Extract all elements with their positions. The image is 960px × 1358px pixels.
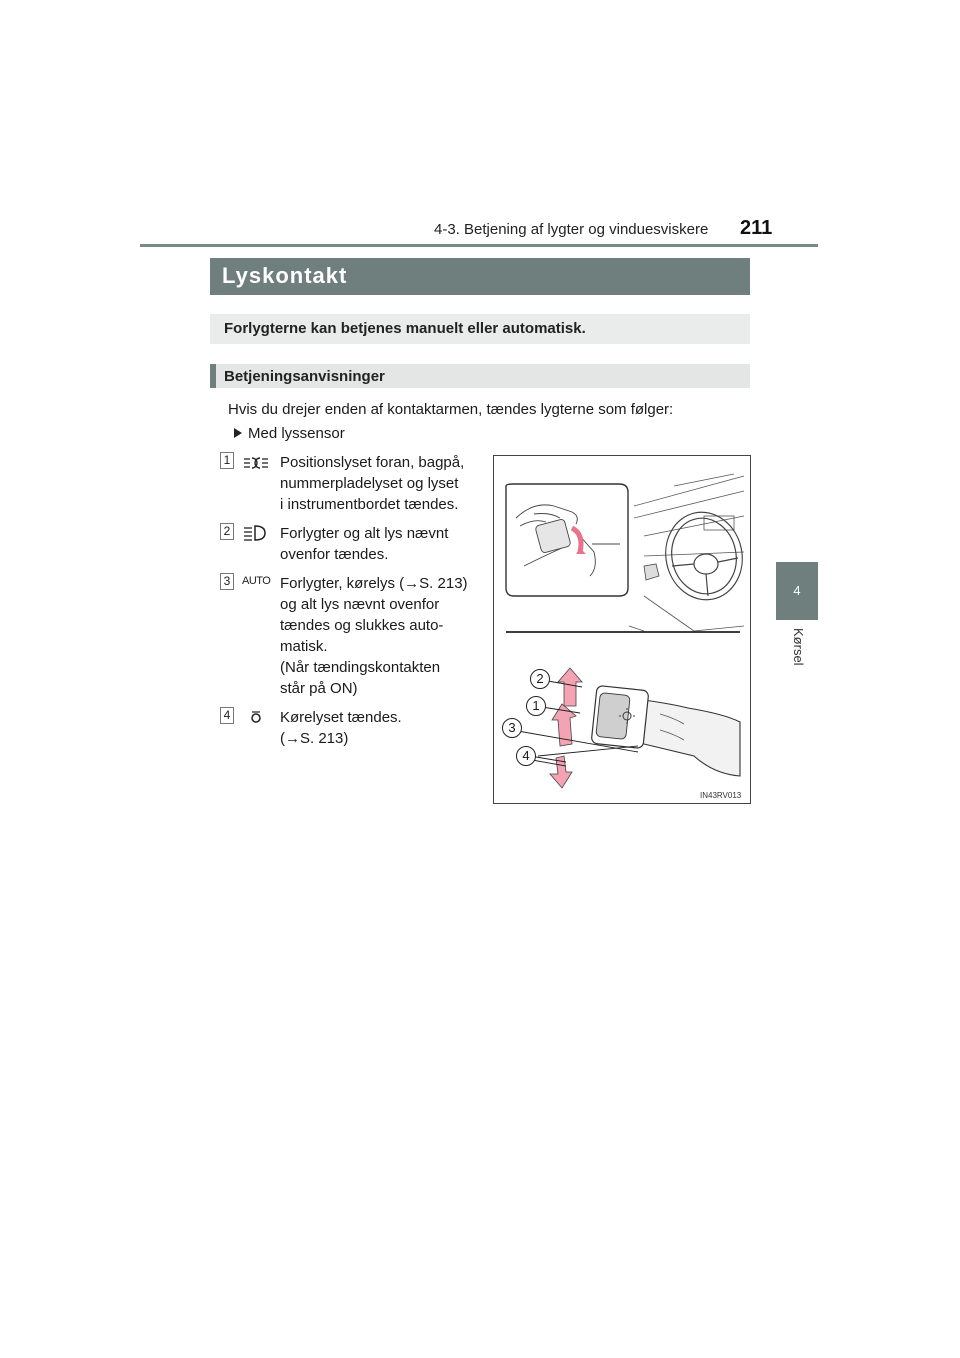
position-lights-icon xyxy=(241,454,271,472)
page-number: 211 xyxy=(740,217,773,239)
item-line: matisk. xyxy=(280,638,328,655)
subheading-bar xyxy=(210,364,750,388)
arrow-up-2 xyxy=(558,668,582,706)
item-number-1: 1 xyxy=(220,452,234,469)
item-line: Kørelyset tændes. xyxy=(280,709,402,726)
item-line: Forlygter og alt lys nævnt xyxy=(280,525,449,542)
bullet-arrow-icon xyxy=(234,428,242,438)
item-line: tændes og slukkes auto- xyxy=(280,617,444,634)
intro-box xyxy=(210,314,750,344)
item-number-3: 3 xyxy=(220,573,234,590)
item-text-1 xyxy=(280,452,478,515)
header-rule xyxy=(140,244,818,247)
item-line: og alt lys nævnt ovenfor xyxy=(280,596,440,613)
daytime-running-light-icon xyxy=(241,708,271,726)
bullet-text: Med lyssensor xyxy=(248,425,345,442)
item-line: (→S. 213) xyxy=(280,730,349,747)
item-line: Positionslyset foran, bagpå, xyxy=(280,454,465,471)
item-line: i instrumentbordet tændes. xyxy=(280,496,459,513)
chapter-tab: 4 xyxy=(776,562,818,620)
body-text: Hvis du drejer enden af kontaktarmen, tændes lygterne som følger: xyxy=(228,401,674,418)
bullet-item xyxy=(234,425,345,442)
item-text-4 xyxy=(280,707,478,749)
auto-icon: AUTO xyxy=(242,575,271,587)
header-section-title: 4-3. Betjening af lygter og vinduesviskere xyxy=(434,221,709,238)
item-line: (Når tændingskontakten xyxy=(280,659,441,676)
subheading-text: Betjeningsanvisninger xyxy=(224,368,385,385)
figure-code: IN43RV013 xyxy=(700,791,742,800)
figure-illustration xyxy=(493,455,751,804)
item-number-4: 4 xyxy=(220,707,234,724)
intro-text: Forlygterne kan betjenes manuelt eller automatisk. xyxy=(224,320,586,337)
light-switch-stalk xyxy=(591,685,740,776)
item-line: ovenfor tændes. xyxy=(280,546,389,563)
callout-2: 2 xyxy=(530,669,550,689)
callout-4: 4 xyxy=(516,746,536,766)
inset-hand-panel xyxy=(506,484,628,596)
headlights-icon xyxy=(241,524,271,542)
chapter-label: Kørsel xyxy=(791,628,806,666)
callout-1: 1 xyxy=(526,696,546,716)
item-text-3 xyxy=(280,573,478,699)
item-number-2: 2 xyxy=(220,523,234,540)
item-line: nummerpladelyset og lyset xyxy=(280,475,459,492)
page-title: Lyskontakt xyxy=(222,263,348,288)
callout-3: 3 xyxy=(502,718,522,738)
subheading-accent xyxy=(210,364,216,388)
item-line: står på ON) xyxy=(280,680,358,697)
item-line: Forlygter, kørelys (→S. 213) xyxy=(280,575,468,592)
item-text-2 xyxy=(280,523,478,565)
title-bar xyxy=(210,258,750,295)
